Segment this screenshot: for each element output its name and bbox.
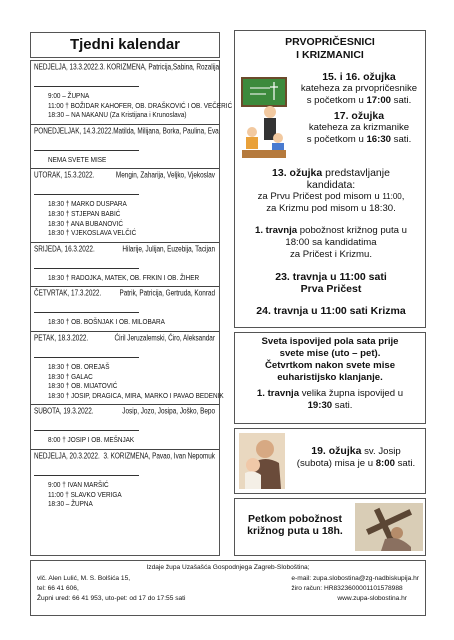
adoration-line-2: euharistijsko klanjanje. — [277, 372, 383, 383]
calendar-day — [31, 125, 219, 170]
mass-intention: 18:30 † OB. MIJATOVIĆ — [48, 382, 118, 391]
publisher-line: Izdaje župa Uzašašća Gospodnjega Zagreb-Sloboština; — [146, 564, 310, 571]
calendar-day — [31, 405, 219, 450]
day-header — [34, 289, 215, 303]
day-saints: Mengin, Zaharija, Veljko, Vjekoslav — [115, 171, 215, 181]
mass-intention: 9:00 † IVAN MARŠIĆ — [48, 481, 109, 490]
calendar-day — [31, 243, 219, 288]
mass-intention: 18:30 † VJEKOSLAVA VELČIĆ — [48, 229, 137, 238]
date-underline — [34, 148, 139, 151]
saint-joseph-box — [234, 428, 426, 494]
adoration-line-1: Četvrtkom nakon svete mise — [264, 360, 396, 371]
calendar-day — [31, 287, 219, 332]
box-title-2: I KRIZMANICI — [296, 49, 364, 61]
day-date: NEDJELJA, 20.3.2022. — [34, 451, 100, 461]
mass-intention: 18:30 † RADOJKA, MATEK, OB. FRKIN I OB. ŽIHER — [48, 274, 200, 283]
mass-intention: 18:30 – ŽUPNA — [48, 500, 93, 509]
day-date: NEDJELJA, 13.3.2022. — [34, 63, 100, 72]
mass-intention: NEMA SVETE MISE — [48, 156, 107, 165]
email: e-mail: zupa.slobostina@zg-nadbiskupija.hr — [291, 575, 419, 582]
mass-intention: 18:30 † MARKO DUSPARA — [48, 200, 127, 209]
day-date: PETAK, 18.3.2022. — [34, 333, 89, 343]
presentation-line: 13. ožujka predstavljanje — [272, 167, 390, 179]
way-of-cross-candidates: za Pričest i Krizmu. — [289, 249, 373, 260]
date-underline — [34, 266, 139, 269]
confession-line-2: svete mise (uto – pet). — [279, 348, 381, 359]
day-saints: Hilarije, Julijan, Euzebija, Tacijan — [122, 244, 215, 254]
catechesis-b-date: 17. ožujka — [333, 110, 385, 122]
day-header — [34, 171, 215, 185]
day-date: UTORAK, 15.3.2022. — [34, 171, 95, 181]
day-date: ČETVRTAK, 17.3.2022. — [34, 289, 102, 299]
catechesis-a-text: kateheza za prvopričesnike — [300, 83, 418, 94]
day-saints: 3. KORIZMENA, Patricija,Sabina, Rozalija — [99, 63, 220, 72]
day-header — [34, 334, 215, 348]
day-header — [34, 126, 219, 141]
mass-intention: 18:30 † STJEPAN BABIĆ — [48, 210, 121, 219]
parish-confession-line: 1. travnja velika župna ispovijed u — [256, 388, 404, 399]
mass-intention: 9:00 – ŽUPNA — [48, 92, 90, 101]
day-date: SRIJEDA, 16.3.2022. — [34, 244, 95, 254]
way-of-cross-image-icon — [355, 503, 423, 551]
mass-intention: 18:30 † OB. OREJAŠ — [48, 363, 110, 372]
presentation-communion: za Prvu Pričest pod misom u 11:00, — [257, 191, 405, 202]
date-underline — [34, 428, 139, 431]
way-of-cross-box — [234, 498, 426, 556]
friday-devotion-line-1: Petkom pobožnost — [248, 513, 342, 525]
friday-devotion-line-2: križnog puta u 18h. — [247, 525, 343, 537]
footer — [30, 560, 426, 616]
day-saints: Matilda, Milijana, Borka, Paulina, Eva — [113, 126, 219, 136]
date-underline — [34, 84, 139, 87]
confirmation-date: 24. travnja u 11:00 sati Krizma — [256, 305, 406, 317]
saint-joseph-line-1: 19. ožujka sv. Josip — [311, 445, 401, 457]
mass-intention: 18:30 † ANA BUBANOVIĆ — [48, 219, 123, 229]
day-header — [34, 452, 215, 466]
day-saints: Ćiril Jeruzalemski, Ćiro, Aleksandar — [114, 333, 215, 343]
catechesis-a-time: s početkom u 17:00 sati. — [306, 95, 412, 106]
mass-intention: 18:30 † OB. BOŠNJAK I OB. MILOBARA — [48, 318, 165, 327]
first-communion-date: 23. travnja u 11:00 sati — [275, 271, 387, 283]
mass-intention: 8:00 † JOSIP I OB. MEŠNJAK — [48, 436, 135, 445]
catechesis-illustration-icon — [240, 76, 288, 162]
calendar-day — [31, 450, 219, 513]
date-underline — [34, 192, 139, 195]
phone: tel: 66 41 606, — [37, 585, 79, 592]
mass-intention: 18:30 – NA NAKANU (Za Kristijana i Krunoslava) — [48, 111, 187, 120]
box-title-1: PRVOPRIČESNICI — [285, 36, 375, 48]
confession-line-1: Sveta ispovijed pola sata prije — [261, 336, 399, 347]
presentation-confirmation: za Krizmu pod misom u 18:30. — [266, 203, 396, 214]
mass-intention: 18:30 † JOSIP, DRAGICA, MIRA, MARKO I PAVAO BEDENIK — [48, 392, 224, 401]
date-underline — [34, 473, 139, 476]
day-header — [34, 245, 215, 259]
parish-office: Župni ured: 66 41 953, uto-pet: od 17 do 17:55 sati — [37, 595, 186, 602]
date-underline — [34, 310, 139, 313]
catechesis-b-time: s početkom u 16:30 sati. — [306, 134, 412, 145]
first-communion-label: Prva Pričest — [300, 283, 362, 295]
day-saints: Josip, Jozo, Josipa, Joško, Bepo — [122, 407, 215, 417]
way-of-cross-line: 1. travnja pobožnost križnog puta u — [254, 225, 407, 236]
presentation-line-2: kandidata: — [306, 179, 356, 191]
weekly-calendar — [30, 60, 233, 556]
parish-confession-time: 19:30 sati. — [307, 400, 353, 411]
mass-intention: 11:00 † SLAVKO VERIGA — [48, 490, 122, 499]
calendar-day — [31, 332, 224, 405]
calendar-title: Tjedni kalendar — [30, 32, 220, 58]
day-header — [34, 407, 215, 421]
first-communion-confirmation-box — [234, 30, 426, 328]
mass-intention: 18:30 † GALAC — [48, 372, 93, 382]
mass-intention: 11:00 † BOŽIDAR KAHOFER, OB. DRAŠKOVIĆ I OB. VEČERIĆ — [48, 102, 233, 111]
day-saints: Patrik, Patricija, Gertruda, Konrad — [119, 289, 215, 299]
catechesis-b-text: kateheza za krizmanike — [308, 122, 410, 133]
catechesis-a-date: 15. i 16. ožujka — [322, 71, 396, 83]
way-of-cross-time: 18:00 sa kandidatima — [285, 237, 377, 248]
day-header — [34, 63, 220, 77]
calendar-day — [31, 169, 219, 242]
day-date: SUBOTA, 19.3.2022. — [34, 407, 94, 417]
calendar-day — [31, 61, 233, 125]
confession-box — [234, 332, 426, 424]
saint-joseph-line-2: (subota) misa je u 8:00 sati. — [296, 458, 416, 469]
saint-joseph-image-icon — [239, 433, 285, 489]
day-saints: 3. KORIZMENA, Pavao, Ivan Nepomuk — [103, 451, 215, 461]
priest-address: vlč. Alen Lulić, M. S. Bolšića 15, — [37, 575, 131, 582]
date-underline — [34, 355, 139, 358]
bank-account: žiro račun: HR8323600001101578988 — [291, 585, 403, 592]
day-date: PONEDJELJAK, 14.3.2022. — [34, 126, 114, 136]
website-link[interactable]: www.zupa-slobostina.hr — [337, 595, 407, 602]
